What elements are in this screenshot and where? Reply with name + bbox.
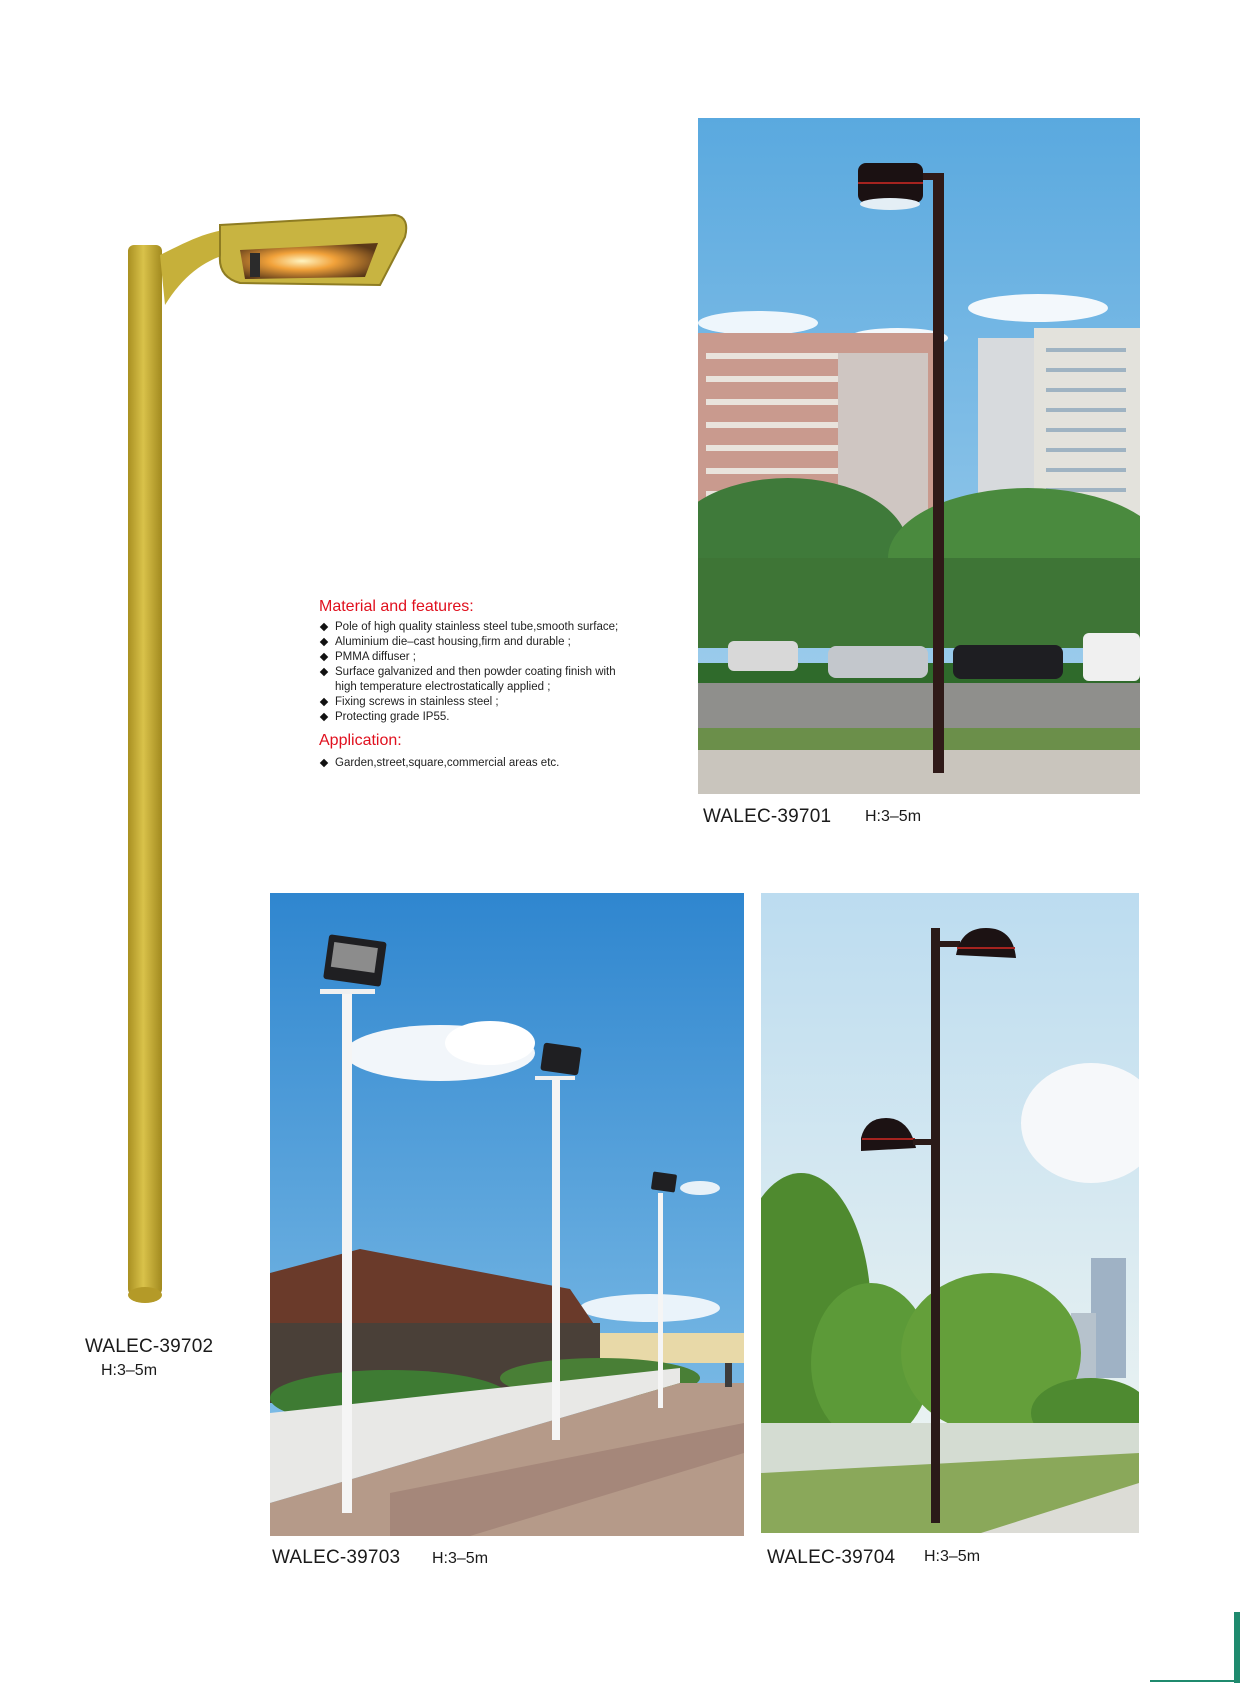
corner-tab <box>1234 1612 1240 1683</box>
product-39702-model: WALEC-39702 <box>85 1336 214 1357</box>
product-39703-photo <box>270 893 744 1536</box>
feature-item: Aluminium die–cast housing,firm and durable ; <box>319 635 649 650</box>
product-39701-photo <box>698 118 1140 794</box>
feature-item: Fixing screws in stainless steel ; <box>319 695 649 710</box>
product-39704-model: WALEC-39704 <box>767 1547 896 1568</box>
material-heading: Material and features: <box>319 598 474 615</box>
feature-item: PMMA diffuser ; <box>319 650 649 665</box>
application-item: Garden,street,square,commercial areas etc. <box>319 756 649 771</box>
product-39704-height: H:3–5m <box>924 1548 981 1565</box>
product-39703-height: H:3–5m <box>432 1550 489 1567</box>
product-39703-model: WALEC-39703 <box>272 1547 401 1568</box>
product-39701-height: H:3–5m <box>865 808 922 825</box>
feature-item: Surface galvanized and then powder coating finish with high temperature electrostatically applied ; <box>319 665 635 695</box>
product-39704-photo <box>761 893 1139 1533</box>
spec-block <box>319 598 649 771</box>
features-list <box>319 620 649 725</box>
feature-item: Pole of high quality stainless steel tube,smooth surface; <box>319 620 625 635</box>
feature-item: Protecting grade IP55. <box>319 710 649 725</box>
application-heading: Application: <box>319 732 402 749</box>
application-list <box>319 756 649 771</box>
product-39702-height: H:3–5m <box>101 1362 158 1379</box>
product-39701-model: WALEC-39701 <box>703 806 832 827</box>
corner-rule <box>1150 1680 1236 1682</box>
